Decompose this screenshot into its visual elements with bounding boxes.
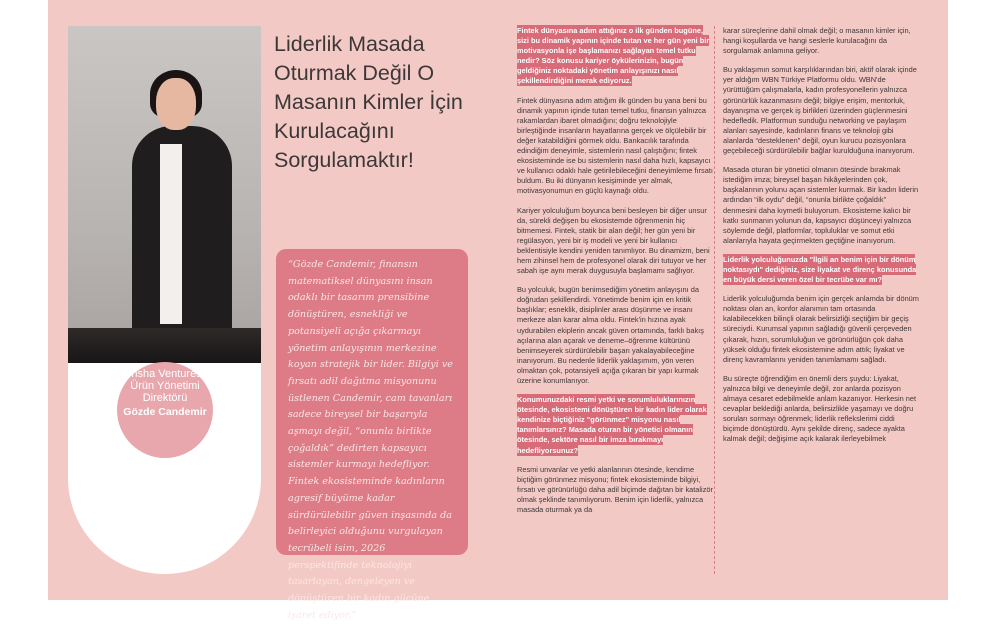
portrait-photo <box>68 26 261 363</box>
shirt-shape <box>160 144 182 324</box>
interview-question: Konumunuzdaki resmi yetki ve sorumluluklarınızın ötesinde, ekosistemi dönüştüren bir kadın lider olarak kendinize biçtiğiniz "görünmez" misyonu nasıl tanımlarsınız? Masada oturan bir yönetici olmanın ötesinde, sektöre nasıl bir imza bırakmayı hedefliyorsunuz? <box>517 395 707 455</box>
interview-question: Fintek dünyasına adım attığınız o ilk günden bugüne, sizi bu dinamik yapının içinde tutan ve her gün yeni bir motivasyonla işe başlamanızı sağlayan temel tutku nedir? Söz konusu kariyer öykülerinizin, bugün geldiğiniz noktadaki yönetim anlayışınızı nasıl şekillendirdiğini merak ediyoruz. <box>517 26 710 86</box>
article-column-left <box>517 26 713 524</box>
answer-paragraph: Bu yolculuk, bugün benimsediğim yönetim anlayışını da doğrudan şekillendirdi. Yönetimde benim için en kritik başlıklar; esneklik, disiplinler arası düşünme ve insanı merkeze alan karar alma oldu. Fintek'in hızına ayak uydurabilen ekiplerin ancak güven ortamında, farklı bakış açılarına alan açarak ve deneme–öğrenme kültürünü benimseyerek sürdürülebilir başarı yakalayabileceğine inanıyorum. Bu nedenle liderlik yaklaşımım, yön veren olmaktan çok, potansiyeli açığa çıkaran bir yapı kurmak üzerine konumlanıyor. <box>517 285 704 385</box>
answer-paragraph: karar süreçlerine dahil olmak değil; o masanın kimler için, hangi koşullarda ve hangi seslerle kurulacağını da sorgulamak anlamına geliyor. <box>723 26 911 56</box>
answer-paragraph: Bu yaklaşımın somut karşılıklarından biri, aktif olarak içinde yer aldığım WBN Türkiye Platformu oldu. WBN'de yürüttüğüm çalışmalarla, kadın profesyonellerin yalnızca görünürlük kazanmasını değil; bilgiye erişim, mentorluk, dayanışma ve gerçek iş birlikleri üzerinden güçlenmesini hedefledik. Platformun sunduğu networking ve paylaşım alanları sayesinde, kadınların finans ve teknoloji gibi alanlarda “desteklenen” değil, oyun kurucu pozisyonlara geçebileceği sürdürülebilir bağlar kurulduğuna inanıyorum. <box>723 65 917 156</box>
column-divider <box>714 26 715 574</box>
desk-shape <box>68 328 261 363</box>
answer-paragraph: Fintek dünyasına adım attığım ilk günden bu yana beni bu dinamik yapının içinde tutan temel tutku, finansın yalnızca rakamlardan ibaret olmadığını; doğru teknolojiyle birleştiğinde insanların hayatlarına gerçek ve ölçülebilir bir değer katabildiğini görmek oldu. Bankacılık tarafında edindiğim deneyimle, sistemlerin nasıl çalıştığını; fintek ekosisteminde ise bu sistemlerin nasıl daha hızlı, kapsayıcı ve kullanıcı odaklı hale getirilebileceğini deneyimleme fırsatı buldum. Bu iki dünyanın kesişiminde yer almak, motivasyonumun en güçlü kaynağı oldu. <box>517 95 713 196</box>
interview-question: Liderlik yolculuğunuzda "İlgili an benim için bir dönüm noktasıydı" dediğiniz, size liyakat ve direnç konusunda en büyük dersi veren özel bir tecrübe var mı? <box>723 254 917 285</box>
pull-quote: “Gözde Candemir, finansın matematiksel dünyasını insan odaklı bir tasarım prensibine dönüştüren, esnekliği ve potansiyeli açığa çıkarmayı yönetim anlayışının merkezine koyan stratejik bir lider. Bilgiyi ve fırsatı adil dağıtma misyonunu üstlenen Candemir, cam tavanları sadece bireysel bir başarıyla aşmayı değil, “onunla birlikte çoğaldık” dedirten kapsayıcı sistemler kurmayı hedefliyor. Fintek ekosisteminde kadınların agresif büyüme kadar sürdürülebilir güven inşasında da belirleyici olduğunu vurgulayan tecrübeli isim, 2026 perspektifinde teknolojiyi tasarlayan, dengeleyen ve dönüştüren bir kadın gücüne işaret ediyor.” <box>276 249 468 555</box>
answer-paragraph: Bu süreçte öğrendiğim en önemli ders şuydu: Liyakat, yalnızca bilgi ve deneyimle değil, zor anlarda pozisyon almaya cesaret edebilmekle anlam kazanıyor. Herkesin net cevaplar beklediği anlarda, belirsizlikle yaşamayı ve doğru soruları sormayı öğrenmek; liderlik reflekslerimi ciddi biçimde dönüştürdü. Aynı şekilde direnç, sadece ayakta kalmak değil; değişime açık kalarak ilerleyebilmek <box>723 373 917 444</box>
caption-person-name: Gözde Candemir <box>123 406 207 418</box>
answer-paragraph: Resmi unvanlar ve yetki alanlarının ötesinde, kendime biçtiğim görünmez misyonu; fintek ekosisteminde bilgiyi, fırsatı ve görünürlüğü daha adil biçimde dağıtan bir katalizör olmak şeklinde tanımlıyorum. Benim için liderlik, yalnızca masada oturmak ya da <box>517 464 713 515</box>
face-shape <box>156 78 196 130</box>
blazer-shape <box>132 126 232 336</box>
answer-paragraph: Masada oturan bir yönetici olmanın ötesinde bırakmak istediğim imza; bireysel başarı hikâyelerinden çok, başkalarının yolunu açan sistemler kurmak. Bir kadın liderin ardından “ilk oydu” değil, “onunla birlikte çoğaldık” denmesini daha kıymetli buluyorum. Ekosisteme kalıcı bir katkı sunmanın yolunun da, kapsayıcı düşünceyi yalnızca söylemde değil, platformlar, topluluklar ve somut etki alanlarıyla hayata geçirmekten geçtiğine inanıyorum. <box>723 165 919 245</box>
article-headline: Liderlik Masada Oturmak Değil O Masanın Kimler İçin Kurulacağını Sorgulamaktır! <box>274 32 463 172</box>
answer-paragraph: Kariyer yolculuğum boyunca beni besleyen bir diğer unsur da, sürekli değişen bu ekosistemde öğrenmenin hiç bitmemesi. Fintek, statik bir alan değil; her gün yeni bir regülasyon, yeni bir iş modeli ve yeni bir kullanıcı beklentisiyle kendini yeniden tanımlıyor. Bu dinamizm, beni hem zihinsel hem de profesyonel olarak diri tutuyor ve her sabah işe aynı merak duygusuyla başlamamı sağlıyor. <box>517 205 710 276</box>
profile-card <box>68 26 261 574</box>
article-column-right <box>723 26 919 453</box>
caption-organization: Insha Ventures Ürün Yönetimi Direktörü <box>128 368 202 404</box>
caption-badge <box>117 362 213 458</box>
answer-paragraph: Liderlik yolculuğumda benim için gerçek anlamda bir dönüm noktası olan an, konfor alanımın tam ortasında kalabilecekken bilinçli olarak belirsizliği seçtiğim bir geçiş süreciydi. Kurumsal yapının sağladığı güvenli çerçeveden çıkarak, hızın, sorumluluğun ve görünürlüğün çok daha yüksek olduğu fintek ekosistemine adım attık; liyakat ve direnç kavramlarını yeniden tanımlamamı sağladı. <box>723 294 919 364</box>
